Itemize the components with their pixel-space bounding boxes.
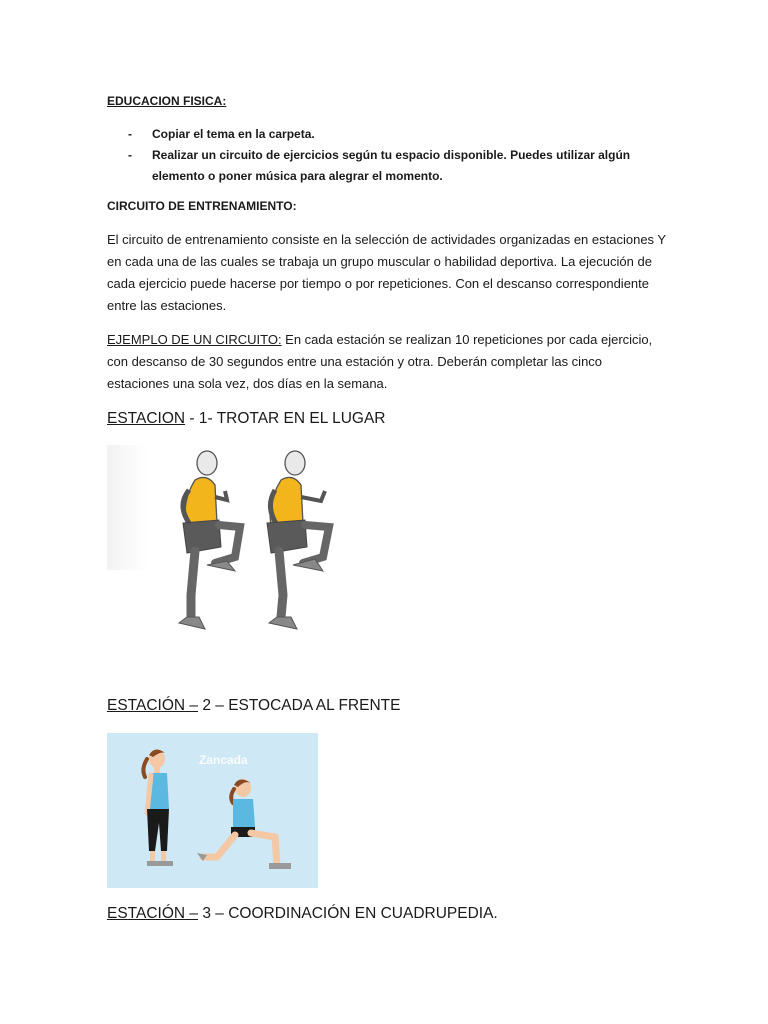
runner-figure-1 — [179, 451, 240, 629]
bullet-text: Realizar un circuito de ejercicios según tu espacio disponible. Puedes utilizar algún elemento o poner música para alegrar el momento. — [152, 148, 631, 183]
example-paragraph — [107, 329, 667, 395]
page-heading: EDUCACION FISICA: — [107, 94, 227, 108]
image-caption: Zancada — [199, 753, 248, 767]
example-label: EJEMPLO DE UN CIRCUITO: — [107, 332, 282, 347]
bullet-dash: - — [128, 127, 132, 141]
example-text: En cada estación se realizan 10 repeticiones por cada ejercicio, con descanso de 30 segundos entre una estación y otra. Deberán completar las cinco estaciones una sola vez, dos días en la semana. — [107, 332, 653, 391]
standing-woman-figure — [143, 749, 173, 866]
section-title: CIRCUITO DE ENTRENAMIENTO: — [107, 199, 297, 213]
station-name: ESTOCADA AL FRENTE — [228, 697, 401, 714]
station-3-title — [107, 905, 498, 923]
running-in-place-illustration — [107, 445, 347, 640]
bullet-text: Copiar el tema en la carpeta. — [152, 127, 315, 141]
station-1-title — [107, 410, 386, 428]
station-label: ESTACIÓN – — [107, 905, 199, 922]
list-item — [107, 124, 667, 145]
station-label: ESTACIÓN – — [107, 697, 199, 714]
lunge-illustration — [107, 733, 318, 888]
station-name: COORDINACIÓN EN CUADRUPEDIA. — [228, 905, 498, 922]
station-number: 2 – — [198, 697, 229, 714]
station-number: - 1- — [185, 410, 217, 427]
station-number: 3 – — [198, 905, 229, 922]
image-background — [107, 445, 147, 570]
station-name: TROTAR EN EL LUGAR — [216, 410, 386, 427]
list-item — [107, 145, 667, 187]
intro-paragraph: El circuito de entrenamiento consiste en la selección de actividades organizadas en estaciones Y en cada una de las cuales se trabaja un grupo muscular o habilidad deportiva. La ejecución de cada ejercicio puede hacerse por tiempo o por repeticiones. Con el descanso correspondiente entre las estaciones. — [107, 232, 666, 313]
lunging-woman-figure — [197, 779, 291, 869]
bullet-dash: - — [128, 148, 132, 162]
station-2-title — [107, 697, 400, 715]
station-label: ESTACION — [107, 410, 186, 427]
instructions-list — [107, 124, 667, 187]
runner-figure-2 — [267, 451, 329, 629]
